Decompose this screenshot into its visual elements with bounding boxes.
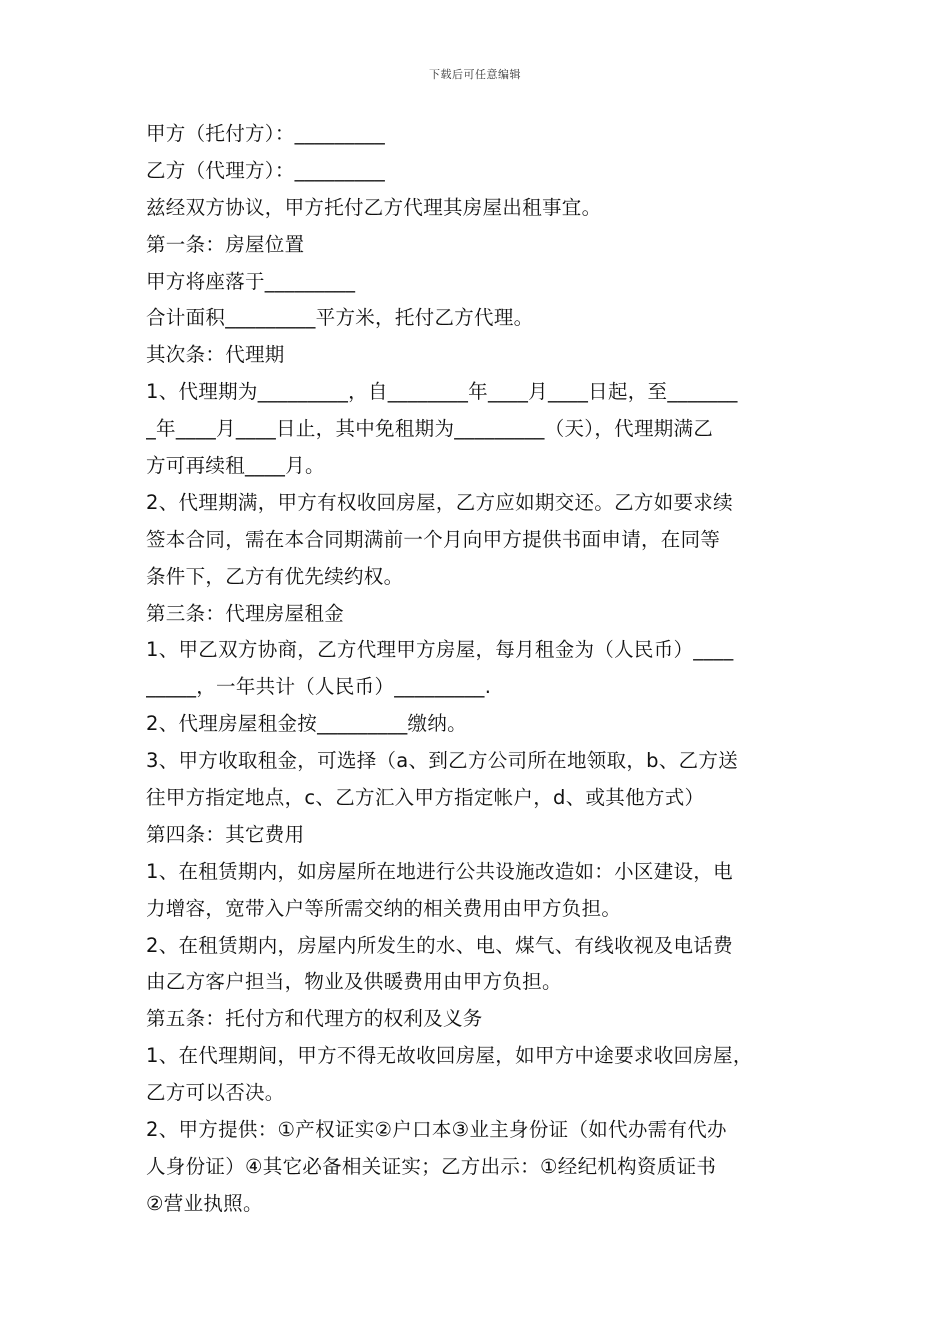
article-5-heading: 第五条：托付方和代理方的权利及义务	[146, 1007, 483, 1031]
party-b-line: 乙方（代理方）：_________	[146, 158, 386, 182]
article-4-heading: 第四条：其它费用	[146, 822, 305, 846]
article-2-line: 1、代理期为_________，自________年____月____日起，至_______	[146, 380, 738, 404]
article-2-heading: 其次条：代理期	[146, 343, 285, 367]
article-1-line: 合计面积_________平方米，托付乙方代理。	[146, 306, 534, 330]
preamble-line: 兹经双方协议，甲方托付乙方代理其房屋出租事宜。	[146, 195, 602, 219]
article-4-line: 1、在租赁期内，如房屋所在地进行公共设施改造如：小区建设，电	[146, 859, 733, 883]
article-2-line: 签本合同，需在本合同期满前一个月向甲方提供书面申请，在同等	[146, 527, 721, 551]
article-3-heading: 第三条：代理房屋租金	[146, 601, 345, 625]
article-3-line: 1、甲乙双方协商，乙方代理甲方房屋，每月租金为（人民币）____	[146, 638, 734, 662]
article-3-line: 2、代理房屋租金按_________缴纳。	[146, 712, 467, 736]
article-1-line: 甲方将座落于_________	[146, 269, 356, 293]
article-3-line: 往甲方指定地点，c、乙方汇入甲方指定帐户，d、或其他方式）	[146, 786, 705, 810]
article-5-line: ②营业执照。	[146, 1191, 263, 1215]
article-2-line: 方可再续租____月。	[146, 454, 325, 478]
page-header: 下载后可任意编辑	[429, 68, 521, 81]
article-5-line: 人身份证）④其它必备相关证实；乙方出示：①经纪机构资质证书	[146, 1154, 717, 1178]
article-4-line: 由乙方客户担当，物业及供暖费用由甲方负担。	[146, 970, 562, 994]
article-5-line: 1、在代理期间，甲方不得无故收回房屋，如甲方中途要求收回房屋，	[146, 1044, 753, 1068]
article-2-line: 2、代理期满，甲方有权收回房屋，乙方应如期交还。乙方如要求续	[146, 490, 733, 514]
article-5-line: 乙方可以否决。	[146, 1081, 285, 1105]
article-4-line: 2、在租赁期内，房屋内所发生的水、电、煤气、有线收视及电话费	[146, 933, 733, 957]
party-a-line: 甲方（托付方）：_________	[146, 122, 386, 145]
article-2-line: 条件下，乙方有优先续约权。	[146, 564, 404, 588]
article-2-line: _年____月____日止，其中免租期为_________（天），代理期满乙	[146, 417, 714, 441]
article-1-heading: 第一条：房屋位置	[146, 232, 305, 256]
document-body	[146, 116, 810, 1223]
article-5-line: 2、甲方提供：①产权证实②户口本③业主身份证（如代办需有代办	[146, 1118, 727, 1142]
article-4-line: 力增容，宽带入户等所需交纳的相关费用由甲方负担。	[146, 896, 622, 920]
article-3-line: 3、甲方收取租金，可选择（a、到乙方公司所在地领取，b、乙方送	[146, 749, 739, 773]
article-3-line: _____，一年共计（人民币）_________.	[146, 675, 492, 699]
